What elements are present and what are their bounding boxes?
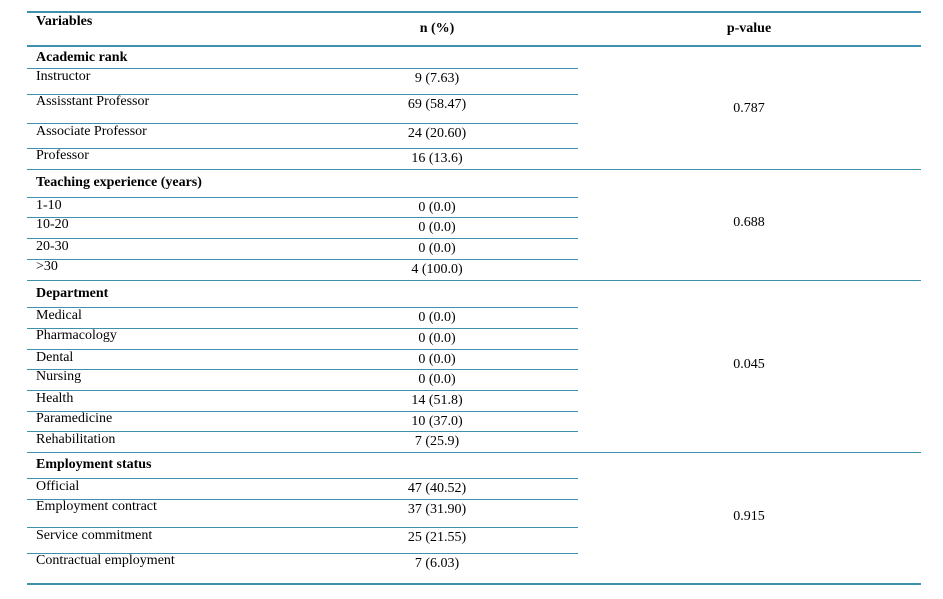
row-label: Service commitment — [36, 528, 153, 543]
section-rule — [27, 280, 921, 281]
row-rule — [27, 349, 578, 350]
row-label: >30 — [36, 259, 58, 274]
row-label: Pharmacology — [36, 328, 117, 343]
row-label: Instructor — [36, 69, 91, 84]
section-p-value: 0.688 — [733, 215, 765, 230]
row-value: 47 (40.52) — [407, 481, 467, 496]
header-bottom-rule — [27, 45, 921, 47]
row-label: Health — [36, 391, 74, 406]
section-p-value: 0.915 — [733, 509, 765, 524]
header-n-percent: n (%) — [419, 21, 455, 36]
row-value: 14 (51.8) — [411, 393, 463, 408]
row-value: 16 (13.6) — [411, 151, 463, 166]
row-label: Rehabilitation — [36, 432, 116, 447]
table-bottom-rule — [27, 583, 921, 585]
row-value: 24 (20.60) — [407, 126, 467, 141]
row-value: 9 (7.63) — [414, 71, 460, 86]
section-rule — [27, 169, 921, 170]
header-p-value: p-value — [726, 21, 772, 36]
row-label: Official — [36, 479, 80, 494]
row-value: 69 (58.47) — [407, 97, 467, 112]
row-value: 7 (25.9) — [414, 434, 460, 449]
row-label: Professor — [36, 148, 89, 163]
section-p-value: 0.045 — [733, 357, 765, 372]
row-label: Medical — [36, 308, 82, 323]
row-value: 0 (0.0) — [418, 331, 456, 346]
section-title: Teaching experience (years) — [36, 175, 202, 190]
row-value: 0 (0.0) — [418, 220, 456, 235]
row-rule — [27, 197, 578, 198]
row-rule — [27, 369, 578, 370]
row-rule — [27, 68, 578, 69]
row-rule — [27, 148, 578, 149]
header-variables: Variables — [36, 14, 93, 29]
row-label: 1-10 — [36, 198, 62, 213]
row-value: 0 (0.0) — [418, 372, 456, 387]
row-value: 0 (0.0) — [418, 352, 456, 367]
row-label: Assisstant Professor — [36, 94, 150, 109]
row-value: 0 (0.0) — [418, 310, 456, 325]
row-rule — [27, 478, 578, 479]
row-rule — [27, 259, 578, 260]
section-rule — [27, 452, 921, 453]
row-value: 37 (31.90) — [407, 502, 467, 517]
row-value: 10 (37.0) — [411, 414, 463, 429]
row-value: 4 (100.0) — [411, 262, 463, 277]
section-p-value: 0.787 — [733, 101, 765, 116]
row-label: 20-30 — [36, 239, 69, 254]
row-value: 0 (0.0) — [418, 241, 456, 256]
row-label: Employment contract — [36, 499, 157, 514]
row-label: Nursing — [36, 369, 82, 384]
section-title: Department — [36, 286, 109, 301]
section-title: Academic rank — [36, 50, 128, 65]
table-top-rule — [27, 11, 921, 13]
row-label: Dental — [36, 350, 74, 365]
row-label: Associate Professor — [36, 124, 147, 139]
row-rule — [27, 307, 578, 308]
row-value: 0 (0.0) — [418, 200, 456, 215]
row-rule — [27, 390, 578, 391]
row-rule — [27, 238, 578, 239]
row-label: 10-20 — [36, 217, 69, 232]
row-rule — [27, 217, 578, 218]
section-title: Employment status — [36, 457, 152, 472]
row-label: Contractual employment — [36, 553, 175, 568]
row-value: 7 (6.03) — [414, 556, 460, 571]
row-value: 25 (21.55) — [407, 530, 467, 545]
row-label: Paramedicine — [36, 411, 113, 426]
